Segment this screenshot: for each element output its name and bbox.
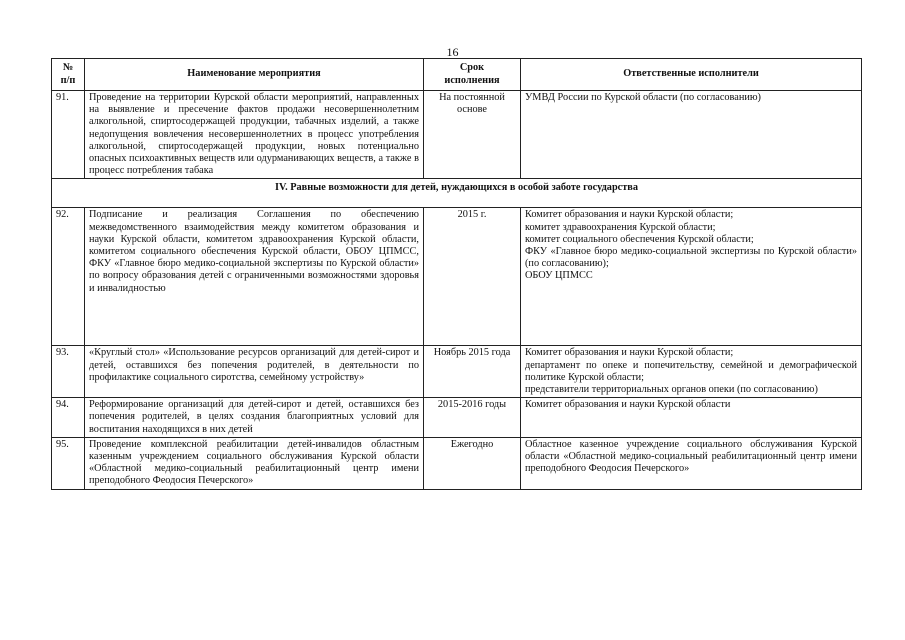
measure-term: Ноябрь 2015 года [424, 346, 521, 398]
header-name: Наименование мероприятия [85, 59, 424, 91]
header-num: № п/п [52, 59, 85, 91]
executor-line: Комитет образования и науки Курской области [525, 399, 731, 411]
executor-line: ОБОУ ЦПМСС [525, 270, 593, 282]
measure-name: Подписание и реализация Соглашения по обеспечению межведомственного взаимодействия между комитетом образования и науки Курской области, комитетом здравоохранения Курской области, комитетом социального обеспечения Курской области, ОБОУ ЦПМСС, ФКУ «Главное бюро медико-социальной экспертизы по Курской области» по вопросу образования детей с ограниченными возможностями здоровья и инвалидностью [85, 208, 424, 346]
table-row [52, 346, 862, 398]
measure-term: 2015-2016 годы [424, 398, 521, 438]
row-number: 95. [52, 437, 85, 489]
row-number: 92. [52, 208, 85, 346]
measure-term: На постоянной основе [424, 91, 521, 179]
table-row [52, 208, 862, 346]
executor-line: представители территориальных органов опеки (по согласованию) [525, 384, 818, 396]
page-number: 16 [446, 45, 459, 59]
row-number: 93. [52, 346, 85, 398]
table-row [52, 398, 862, 438]
header-term: Срок исполнения [424, 59, 521, 91]
executor-line: ФКУ «Главное бюро медико-социальной экспертизы по Курской области» (по согласованию); [525, 246, 857, 270]
measures-table [51, 58, 862, 490]
measure-name: Реформирование организаций для детей-сирот и детей, оставшихся без попечения родителей, в целях создания благоприятных условий для воспитания находящихся в них детей [85, 398, 424, 438]
measure-name: «Круглый стол» «Использование ресурсов организаций для детей-сирот и детей, оставшихся без попечения родителей, в деятельности по профилактике социального сиротства, семейному устройству» [85, 346, 424, 398]
executor-line: Комитет образования и науки Курской области; [525, 209, 734, 221]
section-row [52, 179, 862, 208]
section-title: IV. Равные возможности для детей, нуждающихся в особой заботе государства [52, 179, 862, 208]
measure-name: Проведение на территории Курской области мероприятий, направленных на выявление и пресечение фактов продажи несовершеннолетним алкогольной, спиртосодержащей продукции, табачных изделий, а также недопущения вовлечения несовершеннолетних в процесс употребления алкогольной, спиртосодержащей продукции, новых потенциально опасных психоактивных веществ или одурманивающих веществ, а также в процесс потребления табака [85, 91, 424, 179]
measure-executors [521, 437, 862, 489]
header-executors: Ответственные исполнители [521, 59, 862, 91]
table-row [52, 437, 862, 489]
measure-term: 2015 г. [424, 208, 521, 346]
executor-line: комитет здравоохранения Курской области; [525, 221, 716, 233]
measure-executors [521, 346, 862, 398]
measure-executors [521, 208, 862, 346]
executor-line: комитет социального обеспечения Курской области; [525, 233, 754, 245]
measure-name: Проведение комплексной реабилитации детей-инвалидов областным казенным учреждением социального обслуживания Курской области «Областной медико-социальный реабилитационный центр имени преподобного Феодосия Печерского» [85, 437, 424, 489]
row-number: 94. [52, 398, 85, 438]
table-row [52, 91, 862, 179]
executor-line: Комитет образования и науки Курской области; [525, 347, 734, 359]
row-number: 91. [52, 91, 85, 179]
measure-term: Ежегодно [424, 437, 521, 489]
table-header-row [52, 59, 862, 91]
measure-executors [521, 398, 862, 438]
executor-line: департамент по опеке и попечительству, семейной и демографической политике Курской области; [525, 359, 857, 383]
measure-executors: УМВД России по Курской области (по согласованию) [521, 91, 862, 179]
executor-line: Областное казенное учреждение социального обслуживания Курской области «Областной медико-социальный реабилитационный центр имени преподобного Феодосия Печерского» [525, 438, 857, 475]
